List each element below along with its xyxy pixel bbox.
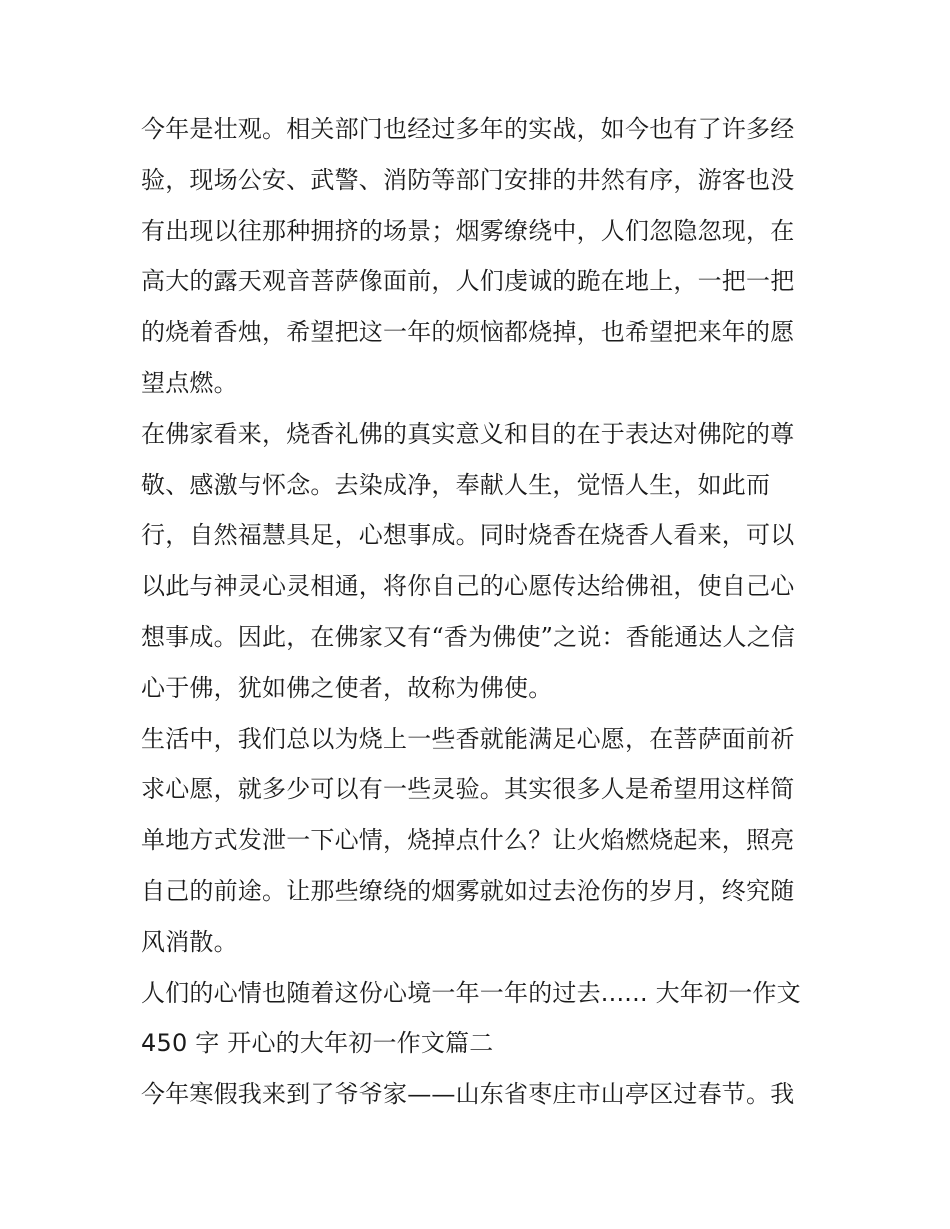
text-line: 生活中，我们总以为烧上一些香就能满足心愿，在菩萨面前祈 [141, 724, 795, 753]
text-line: 单地方式发泄一下心情，烧掉点什么？让火焰燃烧起来，照亮 [141, 826, 795, 855]
text-line: 以此与神灵心灵相通，将你自己的心愿传达给佛祖，使自己心 [141, 572, 795, 601]
text-line: 今年是壮观。相关部门也经过多年的实战，如今也有了许多经 [141, 115, 795, 143]
text-line: 求心愿，就多少可以有一些灵验。其实很多人是希望用这样简 [141, 775, 795, 804]
text-line: 有出现以往那种拥挤的场景；烟雾缭绕中，人们忽隐忽现，在 [141, 216, 795, 245]
text-line: 自己的前途。让那些缭绕的烟雾就如过去沧伤的岁月，终究随 [141, 876, 795, 905]
text-line: 行，自然福慧具足，心想事成。同时烧香在烧香人看来，可以 [141, 521, 795, 550]
text-line: 望点燃。 [141, 368, 238, 397]
text-line: 心于佛，犹如佛之使者，故称为佛使。 [141, 673, 553, 702]
text-line: 450 字 开心的大年初一作文篇二 [141, 1029, 494, 1058]
text-line: 的烧着香烛，希望把这一年的烦恼都烧掉，也希望把来年的愿 [141, 318, 795, 347]
text-line: 验，现场公安、武警、消防等部门安排的井然有序，游客也没 [141, 165, 795, 194]
text-line: 想事成。因此，在佛家又有“香为佛使”之说：香能通达人之信 [141, 622, 796, 651]
text-line: 风消散。 [141, 927, 238, 956]
text-line: 高大的露天观音菩萨像面前，人们虔诚的跪在地上，一把一把 [141, 267, 795, 296]
document-body [141, 104, 813, 1120]
text-line: 敬、感激与怀念。去染成净，奉献人生，觉悟人生，如此而 [141, 470, 771, 499]
text-line: 在佛家看来，烧香礼佛的真实意义和目的在于表达对佛陀的尊 [141, 419, 795, 448]
text-line: 今年寒假我来到了爷爷家——山东省枣庄市山亭区过春节。我 [141, 1080, 795, 1109]
text-line: 人们的心情也随着这份心境一年一年的过去...... 大年初一作文 [141, 978, 801, 1007]
